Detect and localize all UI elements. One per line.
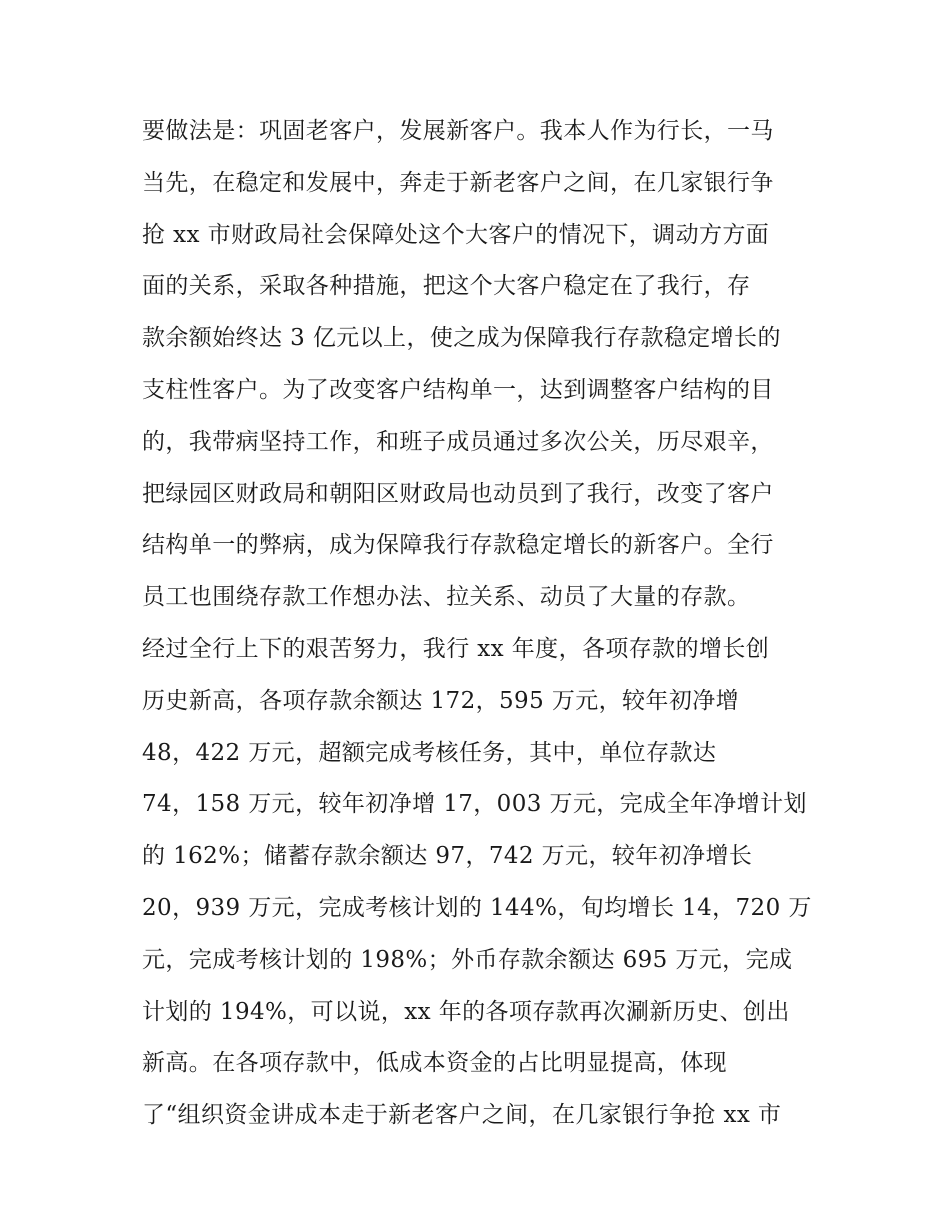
text-line: 款余额始终达 3 亿元以上，使之成为保障我行存款稳定增长的 (142, 325, 781, 352)
text-line: 当先，在稳定和发展中，奔走于新老客户之间，在几家银行争 (142, 169, 774, 196)
text-line: 新高。在各项存款中，低成本资金的占比明显提高，体现 (142, 1050, 727, 1077)
text-line: 员工也围绕存款工作想办法、拉关系、动员了大量的存款。 (142, 584, 751, 611)
text-line: 支柱性客户。为了改变客户结构单一，达到调整客户结构的目 (142, 376, 774, 403)
text-line: 要做法是：巩固老客户，发展新客户。我本人作为行长，一马 (142, 118, 774, 144)
text-line: 74，158 万元，较年初净增 17，003 万元，完成全年净增计划 (142, 791, 807, 818)
text-line: 了“组织资金讲成本走于新老客户之间，在几家银行争抢 xx 市 (142, 1102, 782, 1129)
text-line: 面的关系，采取各种措施，把这个大客户稳定在了我行，存 (142, 273, 751, 300)
text-line: 元，完成考核计划的 198%；外币存款余额达 695 万元，完成 (142, 946, 793, 973)
text-line: 的，我带病坚持工作，和班子成员通过多次公关，历尽艰辛， (142, 428, 774, 455)
text-line: 历史新高，各项存款余额达 172，595 万元，较年初净增 (142, 687, 740, 714)
text-line: 20，939 万元，完成考核计划的 144%，旬均增长 14，720 万 (142, 894, 812, 921)
text-line: 经过全行上下的艰苦努力，我行 xx 年度，各项存款的增长创 (142, 635, 770, 662)
text-line: 48，422 万元，超额完成考核任务，其中，单位存款达 (142, 739, 717, 766)
text-line: 计划的 194%，可以说，xx 年的各项存款再次涮新历史、创出 (142, 998, 790, 1025)
text-line: 的 162%；储蓄存款余额达 97，742 万元，较年初净增长 (142, 843, 753, 870)
text-line: 结构单一的弊病，成为保障我行存款稳定增长的新客户。全行 (142, 532, 774, 559)
body-text (142, 106, 822, 1142)
text-line: 抢 xx 市财政局社会保障处这个大客户的情况下，调动方方面 (142, 221, 770, 248)
text-line: 把绿园区财政局和朝阳区财政局也动员到了我行，改变了客户 (142, 480, 774, 507)
